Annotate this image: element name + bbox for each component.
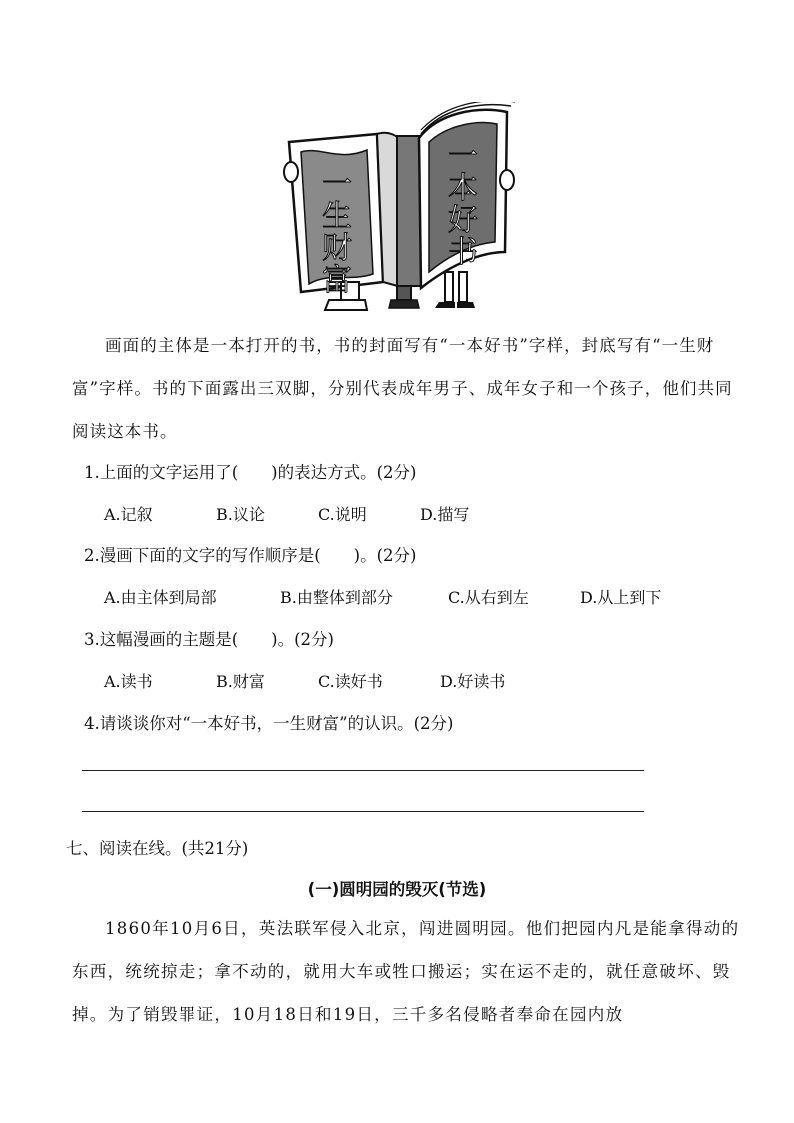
option[interactable]: A.记叙 [104, 505, 153, 524]
option[interactable]: D.从上到下 [580, 588, 662, 607]
cover-char: 生 [322, 199, 352, 234]
option[interactable]: D.好读书 [440, 672, 506, 691]
cover-char: 财 [322, 231, 352, 266]
cover-char: 一 [448, 139, 478, 174]
answer-line[interactable] [82, 770, 644, 771]
option[interactable]: A.由主体到局部 [104, 588, 217, 607]
cover-char: 好 [448, 203, 478, 238]
question-1: 1.上面的文字运用了( )的表达方式。(2分) [84, 463, 417, 482]
question-4: 4.请谈谈你对“一本好书，一生财富”的认识。(2分) [84, 714, 454, 733]
cover-char: 富 [322, 263, 352, 298]
cover-char: 本 [448, 171, 478, 206]
question-2: 2.漫画下面的文字的写作顺序是( )。(2分) [84, 546, 417, 565]
open-book-cartoon [279, 102, 519, 314]
intro-paragraph: 画面的主体是一本打开的书，书的封面写有“一本好书”字样，封底写有“一生财富”字样。书的下面露出三双脚，分别代表成年男子、成年女子和一个孩子，他们共同阅读这本书。 [72, 336, 733, 441]
option[interactable]: B.由整体到部分 [280, 588, 393, 607]
option[interactable]: C.说明 [318, 505, 367, 524]
option[interactable]: A.读书 [104, 672, 153, 691]
option[interactable]: B.财富 [216, 672, 265, 691]
passage-title: (一)圆明园的毁灭(节选) [307, 880, 487, 899]
answer-line[interactable] [82, 811, 644, 812]
option[interactable]: D.描写 [420, 505, 470, 524]
cover-char: 书 [448, 235, 478, 270]
question-3: 3.这幅漫画的主题是( )。(2分) [84, 630, 334, 649]
option[interactable]: C.读好书 [318, 672, 383, 691]
cover-char: 一 [322, 167, 352, 202]
option[interactable]: B.议论 [216, 505, 265, 524]
option[interactable]: C.从右到左 [448, 588, 529, 607]
section-heading: 七、阅读在线。(共21分) [66, 839, 249, 858]
passage-text: 1860年10月6日，英法联军侵入北京，闯进圆明园。他们把园内凡是能拿得动的东西，统统掠走；拿不动的，就用大车或牲口搬运；实在运不走的，就任意破坏、毁掉。为了销毁罪证，10月18日和19日，三千多名侵略者奉命在园内放 [72, 919, 740, 1024]
